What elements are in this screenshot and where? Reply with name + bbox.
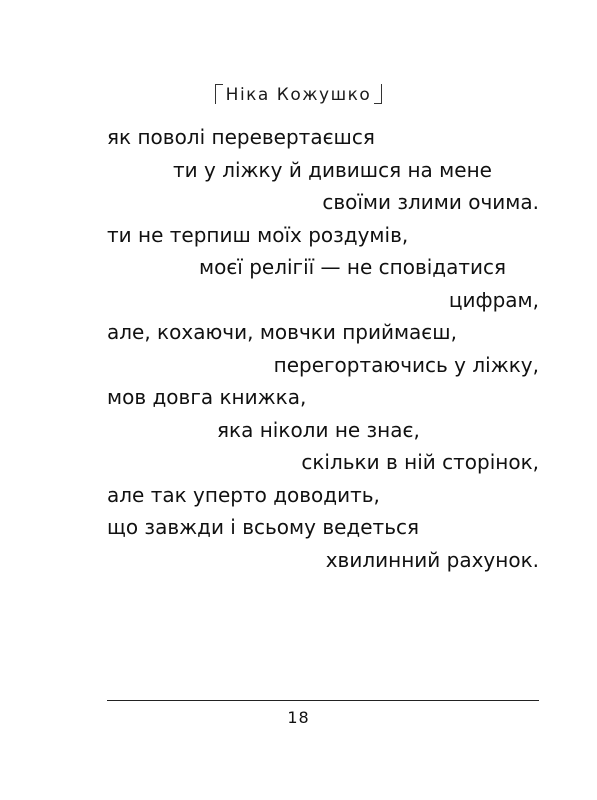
author-name: Ніка Кожушко (225, 85, 372, 105)
header-bracket-left (215, 84, 223, 104)
poem-line: скільки в ній сторінок, (301, 450, 539, 474)
poem-line: перегортаючись у ліжку, (273, 352, 539, 377)
poem-line: ти у ліжку й дивишся на мене (173, 157, 492, 182)
poem-line: як поволі перевертаєшся (107, 125, 375, 149)
poem-body (107, 121, 539, 576)
poem-line: мов довга книжка, (107, 385, 307, 409)
poem-line: що завжди і всьому ведеться (107, 515, 420, 539)
poem-line: хвилинний рахунок. (325, 547, 539, 572)
poem-line: своїми злими очима. (322, 190, 539, 214)
poem-line: ти не терпиш моїх роздумів, (107, 222, 409, 247)
header-bracket-right (374, 84, 382, 104)
poem-line: яка ніколи не знає, (217, 417, 420, 442)
running-header (0, 84, 597, 105)
poem-line: але так уперто доводить, (107, 482, 380, 507)
poem-line: але, кохаючи, мовчки приймаєш, (107, 320, 457, 344)
footer-divider (107, 700, 539, 701)
poem-line: моєї релігії — не сповідатися (199, 255, 507, 279)
poem-line: цифрам, (448, 287, 539, 312)
page-number: 18 (287, 708, 310, 727)
